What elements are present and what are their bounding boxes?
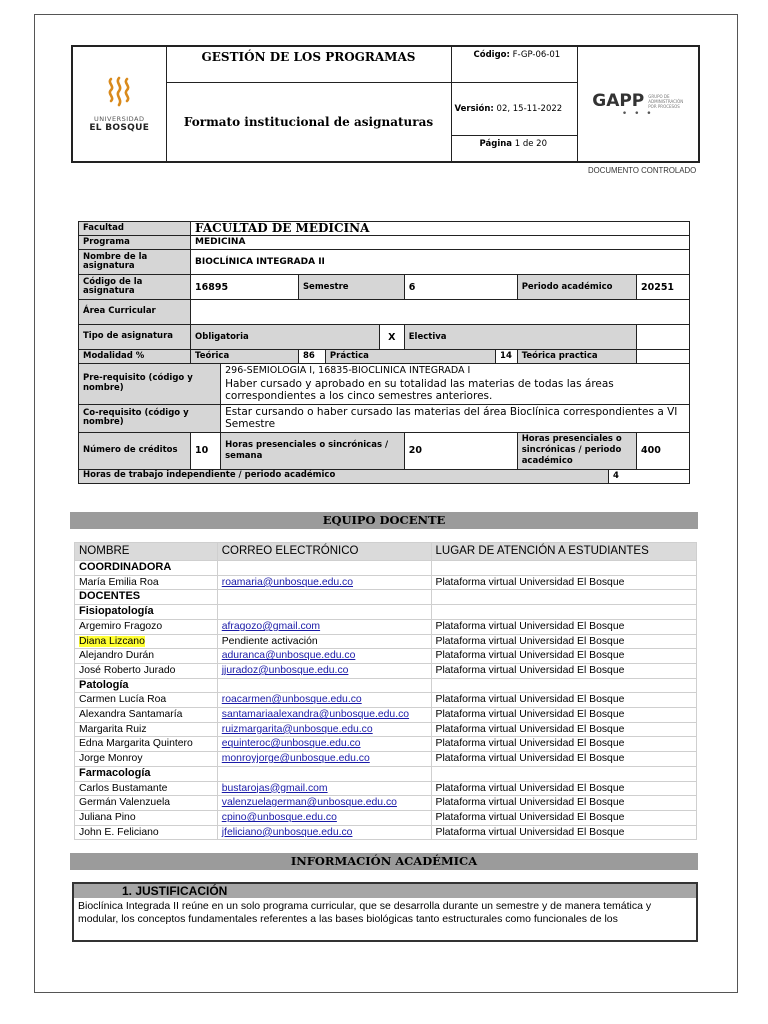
team-section-row xyxy=(75,605,697,620)
teacher-email-link[interactable]: cpino@unbosque.edu.co xyxy=(221,811,337,823)
team-table xyxy=(74,542,697,840)
team-section-label: Fisiopatología xyxy=(75,605,218,620)
team-section-label: Farmacología xyxy=(75,766,218,781)
teacher-place: Plataforma virtual Universidad El Bosque xyxy=(431,781,696,796)
team-row xyxy=(75,693,697,708)
teacher-place: Plataforma virtual Universidad El Bosque xyxy=(431,663,696,678)
area-value xyxy=(191,300,690,325)
document-subtitle: Formato institucional de asignaturas xyxy=(166,83,451,162)
teacher-email-status: Pendiente activación xyxy=(221,635,318,647)
teacher-name: Jorge Monroy xyxy=(79,753,143,765)
teacher-email-link[interactable]: afragozo@gmail.com xyxy=(221,620,321,632)
teacher-name: Juliana Pino xyxy=(79,811,136,823)
teacher-place: Plataforma virtual Universidad El Bosque xyxy=(431,810,696,825)
team-row xyxy=(75,810,697,825)
team-section-label: Patología xyxy=(75,678,218,693)
programa-value: MEDICINA xyxy=(191,236,690,250)
team-row xyxy=(75,737,697,752)
team-row xyxy=(75,752,697,767)
practica-label: Práctica xyxy=(325,350,495,364)
horas-semana-label: Horas presenciales o sincrónicas / semana xyxy=(221,432,405,469)
codigo-value: 16895 xyxy=(191,275,299,300)
document-header xyxy=(71,45,700,163)
teacher-email-link[interactable]: aduranca@unbosque.edu.co xyxy=(221,650,356,662)
document-title: GESTIÓN DE LOS PROGRAMAS xyxy=(166,46,451,83)
teacher-place: Plataforma virtual Universidad El Bosque xyxy=(431,752,696,767)
logo-line1: UNIVERSIDAD xyxy=(94,115,145,123)
team-section-row xyxy=(75,766,697,781)
teacher-email-link[interactable]: ruizmargarita@unbosque.edu.co xyxy=(221,723,373,735)
team-header-place: LUGAR DE ATENCIÓN A ESTUDIANTES xyxy=(431,543,696,561)
teacher-name: Germán Valenzuela xyxy=(79,797,171,809)
teacher-email-link[interactable]: monroyjorge@unbosque.edu.co xyxy=(221,753,370,765)
informacion-academica-bar: INFORMACIÓN ACADÉMICA xyxy=(70,853,698,870)
teacher-name: Carmen Lucía Roa xyxy=(79,694,167,706)
team-row xyxy=(75,825,697,840)
team-row xyxy=(75,575,697,590)
teorica-value: 86 xyxy=(298,350,325,364)
team-row xyxy=(75,781,697,796)
teacher-name: Diana Lizcano xyxy=(79,635,145,647)
electiva-label: Electiva xyxy=(404,325,636,350)
teacher-place: Plataforma virtual Universidad El Bosque xyxy=(431,825,696,840)
teorica-practica-label: Teórica practica xyxy=(517,350,636,364)
semestre-value: 6 xyxy=(404,275,517,300)
programa-label: Programa xyxy=(79,236,191,250)
obligatoria-label: Obligatoria xyxy=(191,325,380,350)
justificacion-text: Bioclínica Integrada II reúne en un solo programa curricular, que se desarrolla durante un semestre y de manera temática y modular, los conceptos fundamentales referentes a las bases biológicas tanto estructurales como funcionales de los xyxy=(78,900,652,925)
teacher-place: Plataforma virtual Universidad El Bosque xyxy=(431,693,696,708)
equipo-docente-bar: EQUIPO DOCENTE xyxy=(70,512,698,529)
practica-value: 14 xyxy=(496,350,518,364)
teacher-email-link[interactable]: roacarmen@unbosque.edu.co xyxy=(221,694,362,706)
team-header-row xyxy=(75,543,697,561)
horas-periodo-value: 400 xyxy=(636,432,689,469)
page-cell: Página 1 de 20 xyxy=(451,136,577,162)
code-cell: Código: F-GP-06-01 xyxy=(451,46,577,83)
teacher-place: Plataforma virtual Universidad El Bosque xyxy=(431,708,696,723)
team-section-label: COORDINADORA xyxy=(75,561,218,576)
team-section-label: DOCENTES xyxy=(75,590,218,605)
periodo-value: 20251 xyxy=(636,275,689,300)
horas-periodo-label: Horas presenciales o sincrónicas / periodo académico xyxy=(517,432,636,469)
electiva-mark xyxy=(636,325,689,350)
modalidad-label: Modalidad % xyxy=(79,350,191,364)
teacher-name: José Roberto Jurado xyxy=(79,664,176,676)
team-section-row xyxy=(75,678,697,693)
nombre-label: Nombre de la asignatura xyxy=(79,250,191,275)
justificacion-box xyxy=(72,882,698,942)
teacher-email-link[interactable]: santamariaalexandra@unbosque.edu.co xyxy=(221,709,410,721)
area-label: Área Curricular xyxy=(79,300,191,325)
teacher-name: Margarita Ruiz xyxy=(79,723,147,735)
teacher-email-link[interactable]: valenzuelagerman@unbosque.edu.co xyxy=(221,797,397,809)
team-row xyxy=(75,722,697,737)
nombre-value: BIOCLÍNICA INTEGRADA II xyxy=(191,250,690,275)
team-header-name: NOMBRE xyxy=(75,543,218,561)
teacher-email-link[interactable]: roamaria@unbosque.edu.co xyxy=(221,576,354,588)
teacher-place: Plataforma virtual Universidad El Bosque xyxy=(431,634,696,649)
teacher-place: Plataforma virtual Universidad El Bosque xyxy=(431,575,696,590)
teorica-label: Teórica xyxy=(191,350,299,364)
justificacion-title: 1. JUSTIFICACIÓN xyxy=(74,884,696,898)
teacher-place: Plataforma virtual Universidad El Bosque xyxy=(431,722,696,737)
university-logo xyxy=(72,46,166,162)
horas-semana-value: 20 xyxy=(404,432,517,469)
teacher-name: Alejandro Durán xyxy=(79,650,155,662)
teacher-place: Plataforma virtual Universidad El Bosque xyxy=(431,796,696,811)
obligatoria-mark: X xyxy=(379,325,404,350)
logo-line2: EL BOSQUE xyxy=(89,123,150,133)
horas-independiente-value: 4 xyxy=(608,469,689,483)
facultad-label: Facultad xyxy=(79,222,191,236)
teacher-email-link[interactable]: jjuradoz@unbosque.edu.co xyxy=(221,664,349,676)
teacher-place: Plataforma virtual Universidad El Bosque xyxy=(431,619,696,634)
teacher-email-link[interactable]: bustarojas@gmail.com xyxy=(221,782,328,794)
codigo-label: Código de la asignatura xyxy=(79,275,191,300)
prereq-label: Pre-requisito (código y nombre) xyxy=(79,364,221,405)
gapp-logo: GAPP GRUPO DE ADMINISTRACIÓN POR PROCESOS • • • xyxy=(577,46,699,162)
teacher-name: John E. Feliciano xyxy=(79,826,159,838)
prereq-value: 296-SEMIOLOGIA I, 16835-BIOCLINICA INTEGRADA I Haber cursado y aprobado en su totalidad las materias de todas las áreas correspondientes a los cinco semestres anteriores. xyxy=(221,364,690,405)
teacher-place: Plataforma virtual Universidad El Bosque xyxy=(431,737,696,752)
team-row xyxy=(75,634,697,649)
teacher-name: Carlos Bustamante xyxy=(79,782,168,794)
teacher-place: Plataforma virtual Universidad El Bosque xyxy=(431,649,696,664)
teacher-name: María Emilia Roa xyxy=(79,576,159,588)
coreq-value: Estar cursando o haber cursado las materias del área Bioclínica correspondientes a VI Semestre xyxy=(221,404,690,432)
university-emblem-icon xyxy=(102,75,136,109)
team-row xyxy=(75,619,697,634)
periodo-label: Periodo académico xyxy=(517,275,636,300)
creditos-label: Número de créditos xyxy=(79,432,191,469)
coreq-label: Co-requisito (código y nombre) xyxy=(79,404,221,432)
tipo-label: Tipo de asignatura xyxy=(79,325,191,350)
teorica-practica-value xyxy=(636,350,689,364)
team-row xyxy=(75,708,697,723)
teacher-name: Argemiro Fragozo xyxy=(79,620,163,632)
version-cell: Versión: 02, 15-11-2022 xyxy=(451,83,577,136)
teacher-email-link[interactable]: equinteroc@unbosque.edu.co xyxy=(221,738,361,750)
semestre-label: Semestre xyxy=(298,275,404,300)
team-header-email: CORREO ELECTRÓNICO xyxy=(217,543,431,561)
teacher-name: Alexandra Santamaría xyxy=(79,709,183,721)
course-info-table xyxy=(78,221,690,484)
team-row xyxy=(75,796,697,811)
facultad-value: FACULTAD DE MEDICINA xyxy=(191,222,690,236)
team-row xyxy=(75,649,697,664)
team-row xyxy=(75,663,697,678)
team-section-row xyxy=(75,561,697,576)
creditos-value: 10 xyxy=(191,432,221,469)
horas-independiente-label: Horas de trabajo independiente / periodo académico xyxy=(79,469,609,483)
controlled-document-label: DOCUMENTO CONTROLADO xyxy=(588,166,697,175)
teacher-email-link[interactable]: jfeliciano@unbosque.edu.co xyxy=(221,826,353,838)
team-section-row xyxy=(75,590,697,605)
teacher-name: Edna Margarita Quintero xyxy=(79,738,193,750)
